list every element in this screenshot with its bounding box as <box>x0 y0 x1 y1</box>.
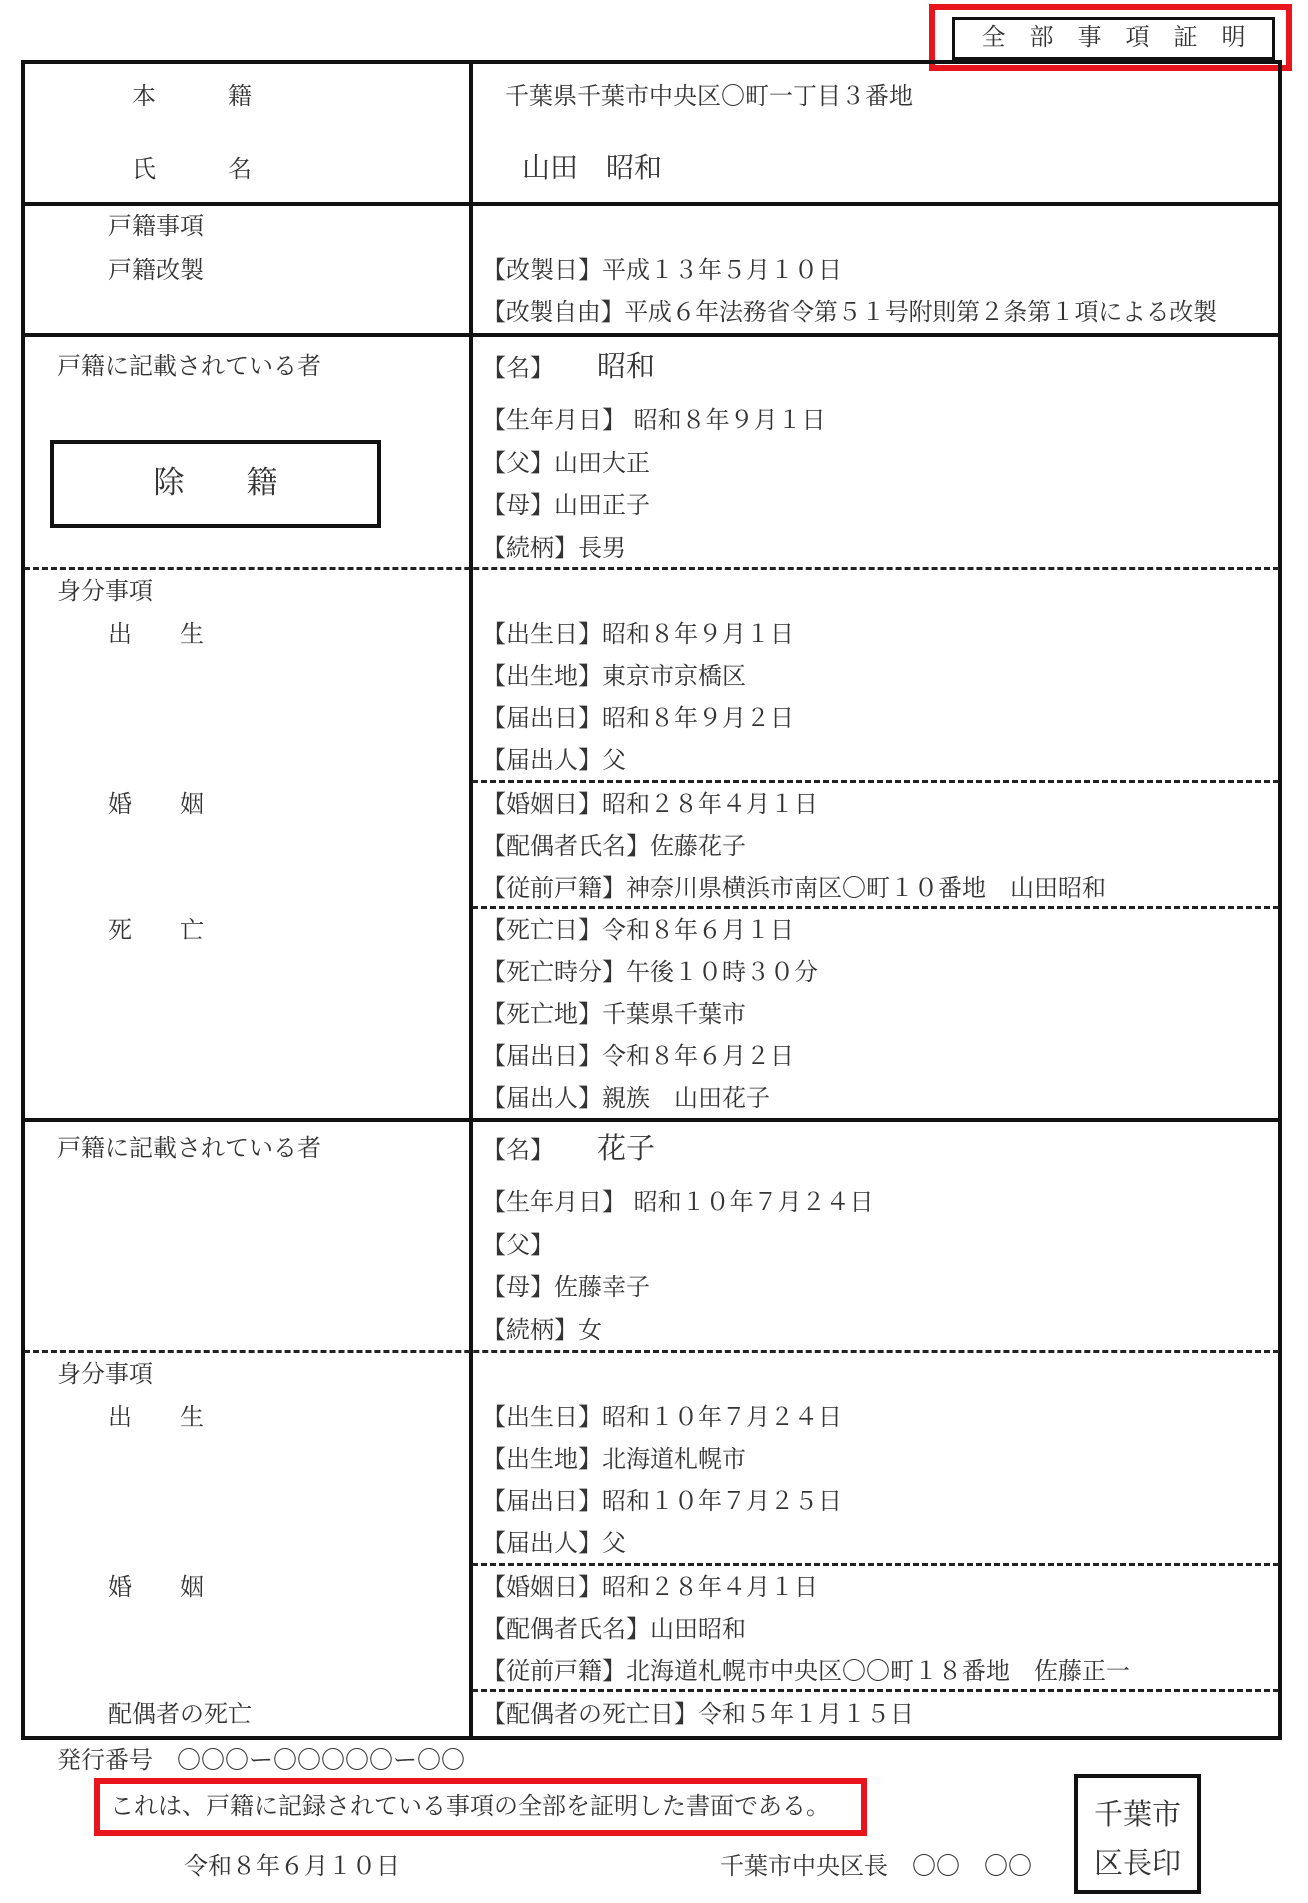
page-title: 全 部 事 項 証 明 <box>981 23 1246 51</box>
row-divider <box>21 333 1282 337</box>
person2-section-label: 戸籍に記載されている者 <box>57 1134 321 1162</box>
person1-detail: 【母】山田正子 <box>482 491 650 519</box>
person2-name-value: 花子 <box>597 1131 656 1165</box>
person2-birth-line: 【出生地】北海道札幌市 <box>482 1445 746 1473</box>
honseki-value: 千葉県千葉市中央区〇町一丁目３番地 <box>505 82 913 110</box>
person1-marriage-line: 【婚姻日】昭和２８年４月１日 <box>482 790 818 818</box>
person1-death-line: 【届出人】親族 山田花子 <box>482 1084 770 1112</box>
person1-birth-line: 【出生地】東京市京橋区 <box>482 662 746 690</box>
person2-detail: 【生年月日】 昭和１０年７月２４日 <box>482 1188 874 1216</box>
name-value: 山田 昭和 <box>522 151 663 184</box>
issue-date: 令和８年６月１０日 <box>184 1852 400 1880</box>
person1-section-label: 戸籍に記載されている者 <box>57 352 321 380</box>
person1-detail: 【続柄】長男 <box>482 534 626 562</box>
seal-line-2: 区長印 <box>1093 1846 1181 1880</box>
person1-detail: 【父】山田大正 <box>482 449 650 477</box>
person1-birth-label: 出 生 <box>108 620 204 648</box>
person2-spouse-death-line: 【配偶者の死亡日】令和５年１月１５日 <box>482 1700 914 1728</box>
dashed-divider <box>472 1689 1279 1692</box>
person1-marriage-line: 【配偶者氏名】佐藤花子 <box>482 832 746 860</box>
dashed-divider <box>24 567 1279 570</box>
person2-marriage-label: 婚 姻 <box>108 1573 204 1601</box>
official-seal <box>1074 1774 1201 1894</box>
person2-birth-line: 【届出日】昭和１０年７月２５日 <box>482 1487 842 1515</box>
person1-name-value: 昭和 <box>597 349 656 383</box>
person2-birth-label: 出 生 <box>108 1403 204 1431</box>
person2-marriage-line: 【配偶者氏名】山田昭和 <box>482 1615 746 1643</box>
dashed-divider <box>472 906 1279 909</box>
certification-statement: これは、戸籍に記録されている事項の全部を証明した書面である。 <box>110 1792 830 1820</box>
person1-detail: 【生年月日】 昭和８年９月１日 <box>482 406 826 434</box>
row-divider <box>21 202 1282 206</box>
seal-line-1: 千葉市 <box>1093 1797 1181 1831</box>
person1-birth-line: 【届出人】父 <box>482 746 626 774</box>
person2-name-key: 【名】 <box>482 1136 554 1164</box>
person1-death-line: 【死亡地】千葉県千葉市 <box>482 1000 746 1028</box>
honseki-label: 本 籍 <box>132 82 252 110</box>
person2-detail: 【続柄】女 <box>482 1316 602 1344</box>
person1-death-line: 【届出日】令和８年６月２日 <box>482 1042 794 1070</box>
issue-number: 発行番号 〇〇〇ー〇〇〇〇〇ー〇〇 <box>57 1746 465 1774</box>
person2-mibun-label: 身分事項 <box>57 1360 153 1388</box>
koseki-jiko-label: 戸籍事項 <box>108 212 204 240</box>
person2-detail: 【父】 <box>482 1231 554 1259</box>
person2-birth-line: 【届出人】父 <box>482 1529 626 1557</box>
person2-marriage-line: 【婚姻日】昭和２８年４月１日 <box>482 1573 818 1601</box>
row-divider <box>21 1118 1282 1122</box>
person2-detail: 【母】佐藤幸子 <box>482 1273 650 1301</box>
dashed-divider <box>24 1350 1279 1353</box>
person1-name-key: 【名】 <box>482 354 554 382</box>
person1-marriage-label: 婚 姻 <box>108 790 204 818</box>
dashed-divider <box>472 780 1279 783</box>
person2-marriage-line: 【従前戸籍】北海道札幌市中央区〇〇町１８番地 佐藤正一 <box>482 1657 1130 1685</box>
person1-marriage-line: 【従前戸籍】神奈川県横浜市南区〇町１０番地 山田昭和 <box>482 874 1106 902</box>
person1-birth-line: 【届出日】昭和８年９月２日 <box>482 704 794 732</box>
name-label: 氏 名 <box>132 155 252 183</box>
dashed-divider <box>472 1563 1279 1566</box>
koseki-kaisei-label: 戸籍改製 <box>108 256 204 284</box>
koseki-jiko-line: 【改製自由】平成６年法務省令第５１号附則第２条第１項による改製 <box>482 298 1217 326</box>
person2-spouse-death-label: 配偶者の死亡 <box>108 1700 252 1728</box>
person1-mibun-label: 身分事項 <box>57 577 153 605</box>
person1-death-label: 死 亡 <box>108 916 204 944</box>
column-divider <box>469 60 473 1740</box>
status-box-label: 除 籍 <box>153 465 278 501</box>
person1-birth-line: 【出生日】昭和８年９月１日 <box>482 620 794 648</box>
person2-birth-line: 【出生日】昭和１０年７月２４日 <box>482 1403 842 1431</box>
koseki-jiko-line: 【改製日】平成１３年５月１０日 <box>482 256 842 284</box>
person1-death-line: 【死亡日】令和８年６月１日 <box>482 916 794 944</box>
person1-death-line: 【死亡時分】午後１０時３０分 <box>482 958 818 986</box>
issuer-name: 千葉市中央区長 〇〇 〇〇 <box>720 1852 1032 1880</box>
